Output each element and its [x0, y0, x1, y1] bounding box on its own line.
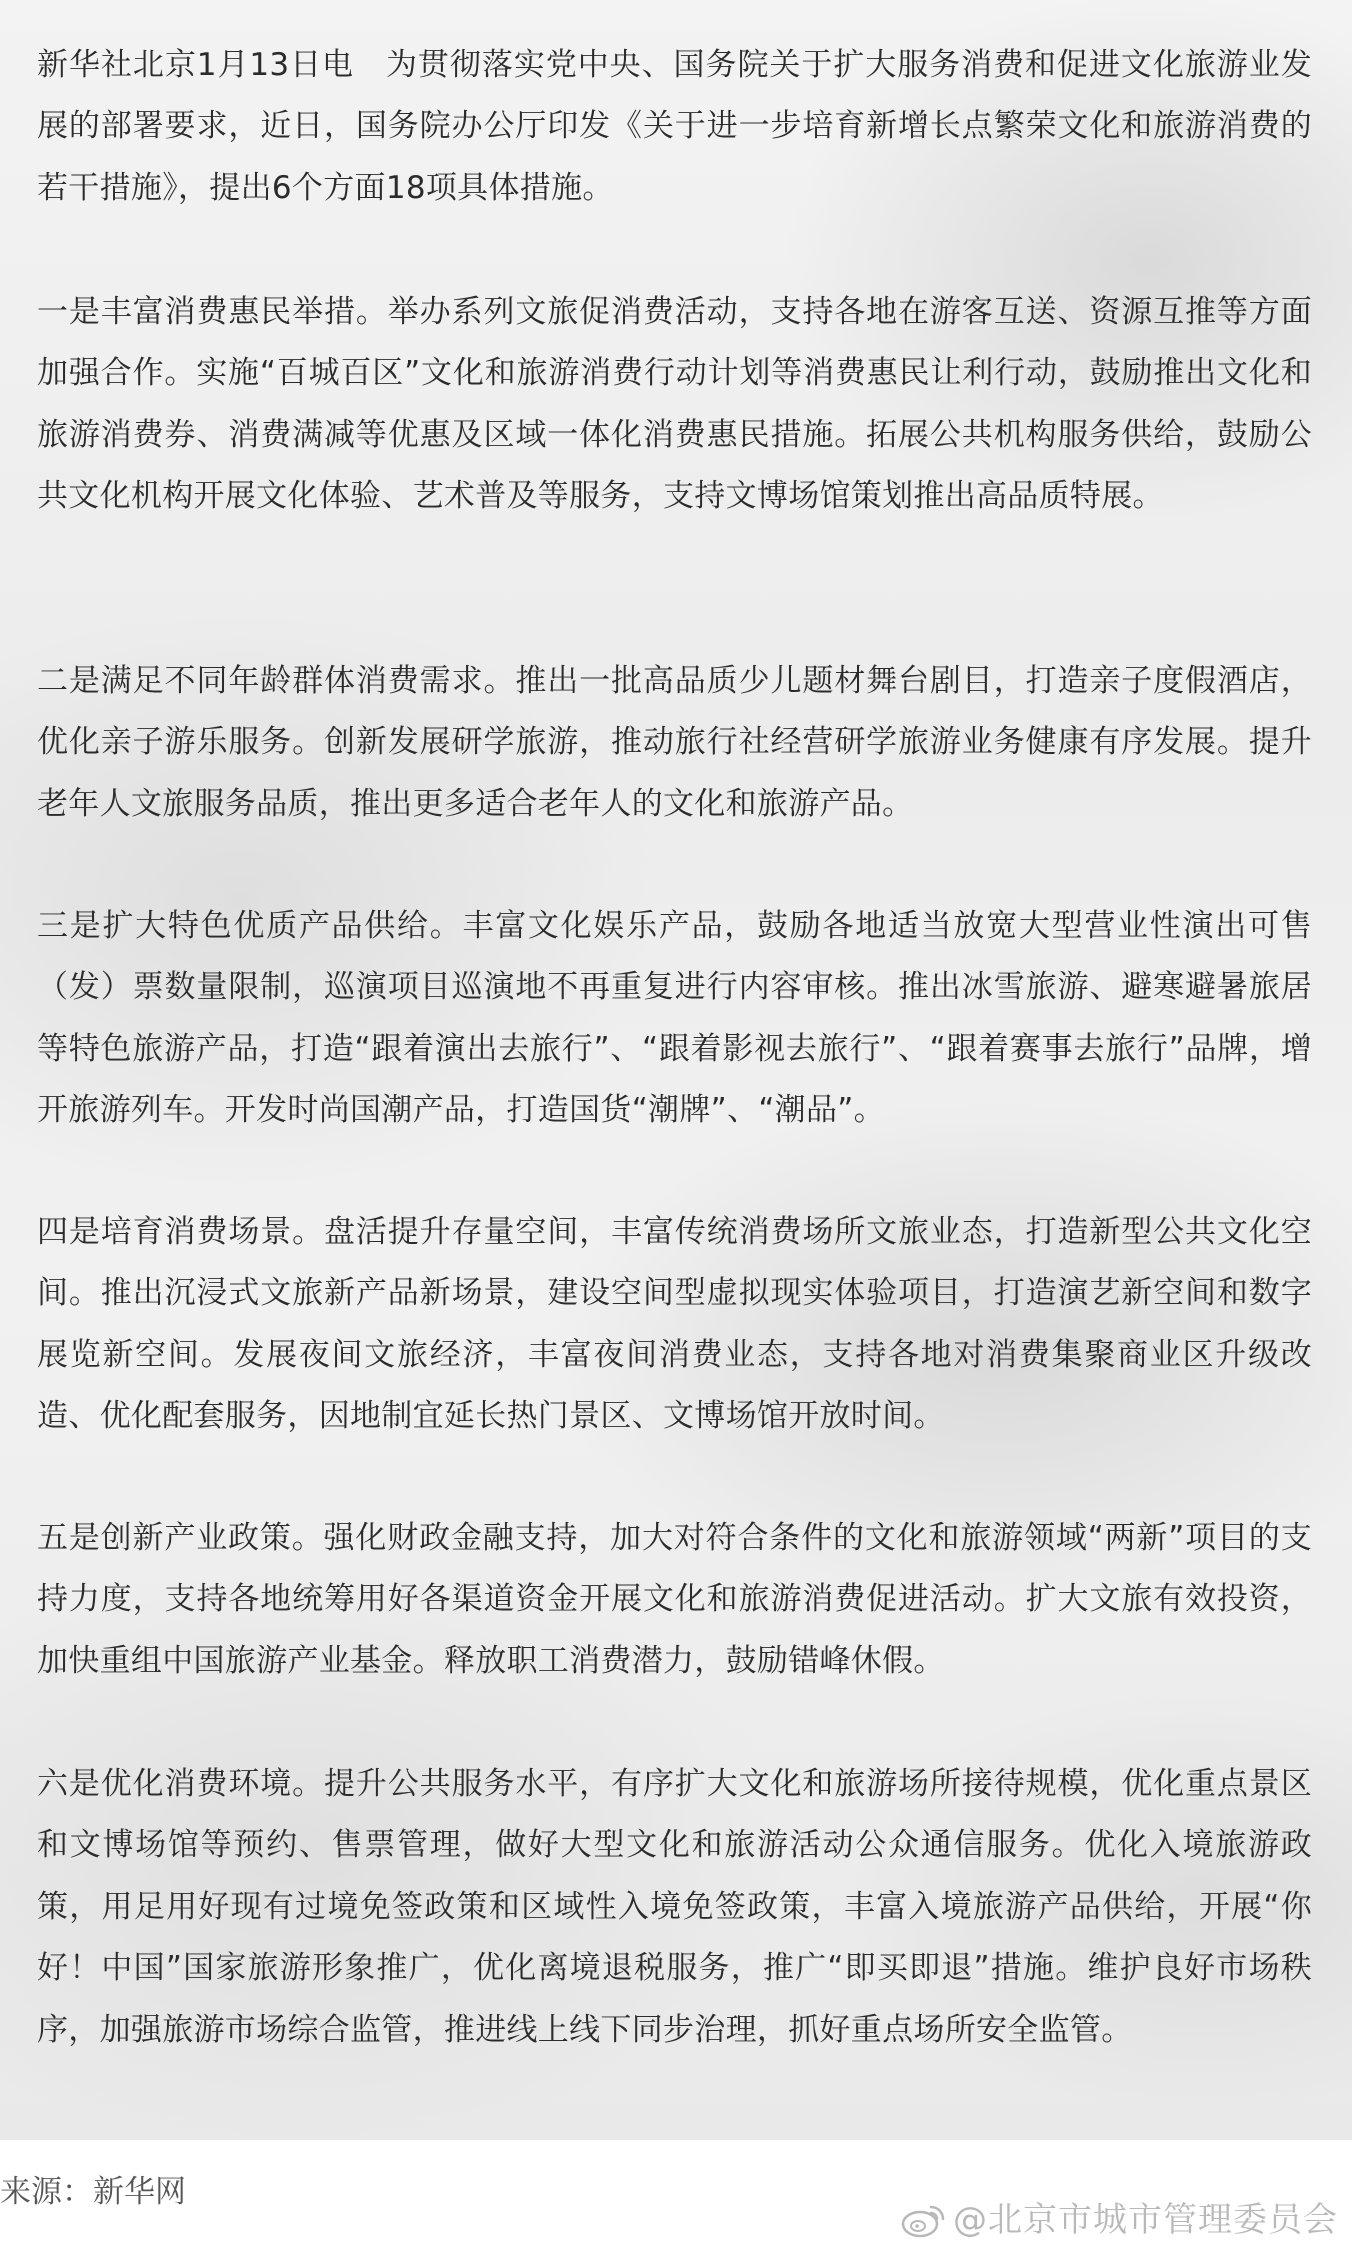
weibo-watermark	[901, 2198, 1338, 2242]
paragraph-measure-3: 三是扩大特色优质产品供给。丰富文化娱乐产品，鼓励各地适当放宽大型营业性演出可售（发）票数量限制，巡演项目巡演地不再重复进行内容审核。推出冰雪旅游、避寒避暑旅居等特色旅游产品，打造“跟着演出去旅行”、“跟着影视去旅行”、“跟着赛事去旅行”品牌，增开旅游列车。开发时尚国潮产品，打造国货“潮牌”、“潮品”。	[37, 908, 1312, 1129]
paragraph-intro: 新华社北京1月13日电 为贯彻落实党中央、国务院关于扩大服务消费和促进文化旅游业发展的部署要求，近日，国务院办公厅印发《关于进一步培育新增长点繁荣文化和旅游消费的若干措施》，提出6个方面18项具体措施。	[37, 47, 1312, 206]
weibo-icon	[901, 2201, 947, 2239]
paragraph-measure-6: 六是优化消费环境。提升公共服务水平，有序扩大文化和旅游场所接待规模，优化重点景区和文博场馆等预约、售票管理，做好大型文化和旅游活动公众通信服务。优化入境旅游政策，用足用好现有过境免签政策和区域性入境免签政策，丰富入境旅游产品供给，开展“你好！中国”国家旅游形象推广，优化离境退税服务，推广“即买即退”措施。维护良好市场秩序，加强旅游市场综合监管，推进线上线下同步治理，抓好重点场所安全监管。	[37, 1766, 1312, 2048]
paragraph-measure-1: 一是丰富消费惠民举措。举办系列文旅促消费活动，支持各地在游客互送、资源互推等方面加强合作。实施“百城百区”文化和旅游消费行动计划等消费惠民让利行动，鼓励推出文化和旅游消费券、消费满减等优惠及区域一体化消费惠民措施。拓展公共机构服务供给，鼓励公共文化机构开展文化体验、艺术普及等服务，支持文博场馆策划推出高品质特展。	[37, 294, 1312, 515]
paragraph-measure-2: 二是满足不同年龄群体消费需求。推出一批高品质少儿题材舞台剧目，打造亲子度假酒店，优化亲子游乐服务。创新发展研学旅游，推动旅行社经营研学旅游业务健康有序发展。提升老年人文旅服务品质，推出更多适合老年人的文化和旅游产品。	[37, 663, 1312, 822]
paragraph-measure-4: 四是培育消费场景。盘活提升存量空间，丰富传统消费场所文旅业态，打造新型公共文化空间。推出沉浸式文旅新产品新场景，建设空间型虚拟现实体验项目，打造演艺新空间和数字展览新空间。发展夜间文旅经济，丰富夜间消费业态，支持各地对消费集聚商业区升级改造、优化配套服务，因地制宜延长热门景区、文博场馆开放时间。	[37, 1214, 1312, 1435]
source-credit: 来源：新华网	[0, 2174, 186, 2210]
paragraph-measure-5: 五是创新产业政策。强化财政金融支持，加大对符合条件的文化和旅游领域“两新”项目的支持力度，支持各地统筹用好各渠道资金开展文化和旅游消费促进活动。扩大文旅有效投资，加快重组中国旅游产业基金。释放职工消费潜力，鼓励错峰休假。	[37, 1520, 1312, 1679]
watermark-text: @北京市城市管理委员会	[953, 2200, 1338, 2240]
